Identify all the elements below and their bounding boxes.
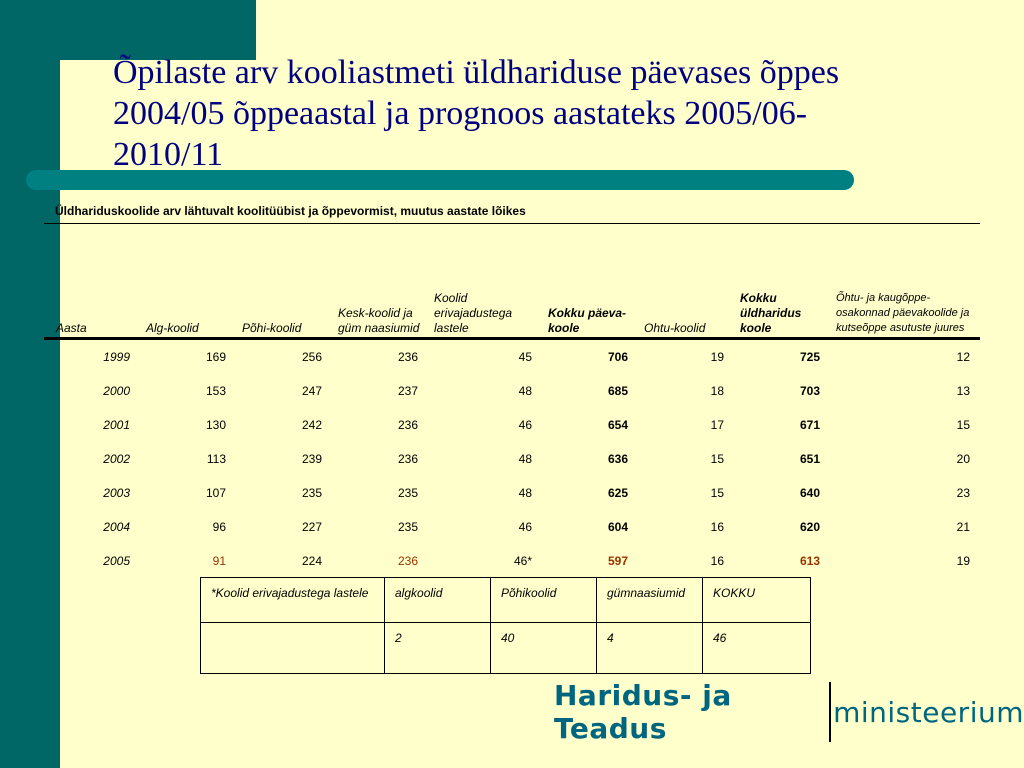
footnote-header-row (201, 578, 811, 623)
cell-value: 236 (397, 350, 418, 364)
cell-total-highlight: 613 (799, 554, 820, 568)
col-header-kokku-paevakoole: Kokku päeva-koole (548, 306, 627, 335)
cell-value: 23 (956, 486, 970, 500)
cell-year: 2004 (103, 520, 130, 534)
col-header-ohtu-koolid: Ohtu-koolid (644, 321, 706, 335)
cell-value: 113 (206, 452, 226, 466)
table-row (44, 408, 980, 442)
footnote-header-pohikoolid: Põhikoolid (491, 578, 597, 623)
cell-value: 17 (710, 418, 724, 432)
logo-text-ministry: ministeerium (833, 695, 1024, 729)
cell-year: 2000 (103, 384, 130, 398)
cell-total: 625 (607, 486, 628, 500)
cell-value: 256 (301, 350, 322, 364)
cell-value: 48 (518, 486, 532, 500)
footnote-value: 46 (703, 623, 811, 674)
cell-total: 706 (607, 350, 628, 364)
cell-value: 46 (518, 418, 532, 432)
cell-value: 48 (518, 384, 532, 398)
col-header-aasta: Aasta (56, 321, 87, 335)
table-row (44, 336, 980, 374)
cell-value: 13 (956, 384, 970, 398)
cell-value: 46 (518, 520, 532, 534)
logo-text-main: Haridus- ja Teadus (554, 679, 732, 745)
table-top-rule (44, 223, 980, 224)
logo-separator (829, 682, 831, 742)
footnote-header-gumnaasiumid: gümnaasiumid (597, 578, 703, 623)
cell-value: 130 (205, 418, 226, 432)
cell-year: 2005 (103, 554, 130, 568)
table-row (44, 544, 980, 578)
cell-total: 604 (607, 520, 628, 534)
cell-total: 651 (799, 452, 820, 466)
cell-value: 236 (397, 418, 418, 432)
table-row (44, 442, 980, 476)
footnote-value: 40 (491, 623, 597, 674)
cell-value: 19 (956, 554, 970, 568)
cell-value: 169 (205, 350, 226, 364)
cell-value: 242 (301, 418, 322, 432)
cell-value: 237 (397, 384, 418, 398)
cell-total: 671 (799, 418, 820, 432)
cell-year: 2001 (103, 418, 130, 432)
footnote-header-algkoolid: algkoolid (385, 578, 491, 623)
cell-value: 224 (301, 554, 322, 568)
cell-value: 15 (956, 418, 970, 432)
cell-value: 236 (397, 452, 418, 466)
cell-value: 48 (518, 452, 532, 466)
cell-value: 235 (301, 486, 322, 500)
table-header-row (44, 240, 980, 336)
cell-value-highlight: 91 (212, 554, 226, 568)
cell-total: 640 (799, 486, 820, 500)
footnote-table (200, 577, 811, 674)
col-header-erivajadustega: Koolid erivajadustega lastele (434, 291, 513, 335)
cell-value: 19 (710, 350, 724, 364)
top-teal-block (60, 0, 256, 60)
cell-value: 18 (710, 384, 724, 398)
cell-total-highlight: 597 (607, 554, 628, 568)
footnote-value-row (201, 623, 811, 674)
cell-value: 153 (205, 384, 226, 398)
cell-value: 21 (956, 520, 970, 534)
cell-total: 703 (799, 384, 820, 398)
cell-value: 235 (397, 486, 418, 500)
col-header-pohi-koolid: Põhi-koolid (242, 321, 302, 335)
table-row (44, 476, 980, 510)
cell-total: 725 (799, 350, 820, 364)
cell-year: 2002 (103, 452, 130, 466)
footnote-empty-cell (201, 623, 385, 674)
title-line-2: 2004/05 õppeaastal ja prognoos aastateks 2005/06- (113, 95, 808, 132)
cell-value: 15 (710, 486, 724, 500)
cell-value: 16 (710, 554, 724, 568)
footnote-label: *Koolid erivajadustega lastele (201, 578, 385, 623)
cell-year: 2003 (103, 486, 130, 500)
table-row (44, 510, 980, 544)
ministry-logo (554, 679, 1024, 745)
cell-value: 16 (710, 520, 724, 534)
table-row (44, 374, 980, 408)
cell-value: 96 (212, 520, 226, 534)
footnote-value: 2 (385, 623, 491, 674)
cell-total: 636 (607, 452, 628, 466)
cell-year: 1999 (103, 350, 130, 364)
col-header-alg-koolid: Alg-koolid (146, 321, 199, 335)
cell-value-highlight: 236 (397, 554, 418, 568)
col-header-kokku-uldharidus: Kokku üldharidus koole (740, 291, 802, 335)
footnote-header-kokku: KOKKU (703, 578, 811, 623)
slide-title (113, 52, 1003, 175)
col-header-ohtu-kaugoppe: Õhtu- ja kaugõppe-osakonnad päevakoolide ja kutseõppe asutuste juures (836, 292, 970, 334)
col-header-kesk-koolid: Kesk-koolid ja güm naasiumid (338, 306, 420, 335)
cell-value: 46* (513, 554, 532, 568)
cell-value: 12 (956, 350, 970, 364)
title-line-3: 2010/11 (113, 136, 224, 173)
cell-value: 239 (301, 452, 322, 466)
cell-value: 20 (956, 452, 970, 466)
cell-value: 227 (301, 520, 322, 534)
cell-total: 685 (607, 384, 628, 398)
title-line-1: Õpilaste arv kooliastmeti üldhariduse päevases õppes (113, 54, 840, 91)
cell-total: 620 (799, 520, 820, 534)
table-title: Üldhariduskoolide arv lähtuvalt koolitüübist ja õppevormist, muutus aastate lõikes (55, 204, 526, 218)
cell-total: 654 (607, 418, 628, 432)
cell-value: 45 (518, 350, 532, 364)
cell-value: 107 (205, 486, 226, 500)
schools-table (44, 240, 980, 578)
cell-value: 235 (397, 520, 418, 534)
cell-value: 247 (301, 384, 322, 398)
footnote-value: 4 (597, 623, 703, 674)
cell-value: 15 (710, 452, 724, 466)
